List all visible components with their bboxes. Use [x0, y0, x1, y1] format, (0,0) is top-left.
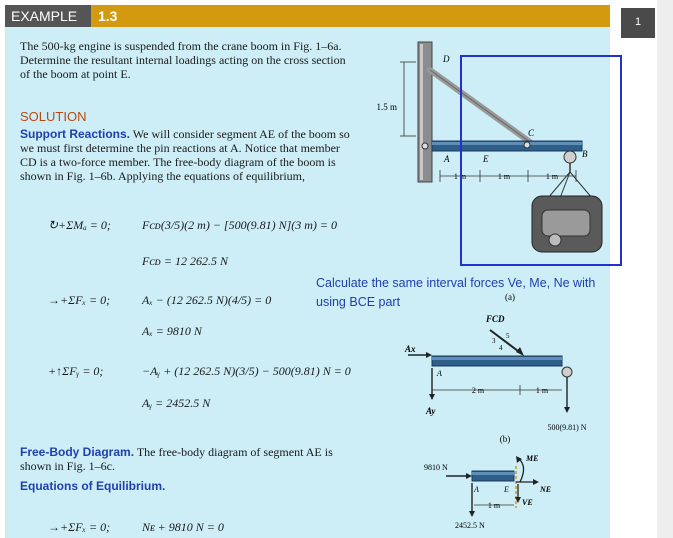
weight-arrowhead	[564, 407, 570, 413]
equation-body-6: Aᵧ = 2452.5 N	[142, 396, 211, 410]
intro-line-2: Determine the resultant internal loadings acting on the cross section	[20, 53, 346, 67]
segment-ae-highlight	[472, 472, 514, 475]
ve-label: VE	[522, 498, 533, 507]
fbd-text-1: The free-body diagram of segment AE is	[134, 445, 333, 459]
final-equation-label: →+ΣFₓ = 0;	[48, 520, 111, 534]
figure-a	[376, 42, 602, 302]
equation-label-1: ↻+ΣMₐ = 0;	[48, 218, 111, 232]
equation-body-2: Fᴄᴅ = 12 262.5 N	[142, 254, 228, 268]
span-b-2: 1 m	[535, 386, 549, 395]
equation-body-5: −Aᵧ + (12 262.5 N)(3/5) − 500(9.81) N = 0	[142, 364, 351, 378]
weight-label: 500(9.81) N	[547, 423, 587, 432]
page-number: 1	[634, 16, 642, 28]
fbd-hook	[562, 367, 572, 377]
ax-arrowhead	[426, 352, 432, 358]
equation-body-4: Aₓ = 9810 N	[142, 324, 202, 338]
fcd-arrowhead	[516, 347, 524, 356]
ay-label: Ay	[426, 406, 436, 416]
ratio-5: 5	[506, 332, 510, 340]
me-label: ME	[526, 454, 539, 463]
crane-mast-highlight	[420, 44, 423, 180]
equation-label-3: →+ΣFₓ = 0;	[48, 293, 111, 307]
label-d: D	[443, 54, 450, 64]
member-cd-edge	[430, 70, 530, 142]
bottom-force-label: 2452.5 N	[455, 521, 485, 530]
annotation-line-1: Calculate the same interval forces Ve, Me, Ne with	[316, 276, 596, 290]
dim-label: 1.5 m	[376, 102, 397, 112]
span-c: 1 m	[487, 501, 501, 510]
me-arrow	[518, 458, 524, 482]
left-force-label: 9810 N	[424, 463, 448, 472]
label-a-b: A	[437, 369, 442, 378]
fcd-label: FCD	[486, 314, 505, 324]
final-equation-body: Nᴇ + 9810 N = 0	[142, 520, 224, 534]
support-reactions-line-4: shown in Fig. 1–6b. Applying the equations of equilibrium,	[20, 169, 305, 183]
fbd-line-2: shown in Fig. 1–6c.	[20, 459, 116, 473]
left-force-arrowhead	[466, 473, 472, 479]
hook-b	[564, 151, 576, 163]
label-e: E	[483, 154, 489, 164]
label-e-c: E	[504, 485, 509, 494]
support-reactions-heading: Support Reactions.	[20, 127, 131, 141]
annotation-line-2: using BCE part	[316, 295, 401, 309]
label-b: B	[582, 149, 588, 159]
label-c: C	[528, 128, 535, 138]
engine-block	[542, 210, 590, 236]
span-1: 1 m	[453, 172, 467, 181]
figure-b	[404, 314, 587, 444]
bottom-force-arrowhead	[469, 511, 475, 517]
equation-label-5: +↑ΣFᵧ = 0;	[48, 364, 104, 378]
support-reactions-text-1: We will consider segment AE of the boom so	[130, 127, 350, 141]
fbd-boom-highlight	[432, 357, 562, 360]
caption-b: (b)	[499, 434, 511, 444]
support-reactions-line-2: we must first determine the pin reactions at A. Notice that member	[20, 141, 340, 155]
pin-a	[422, 143, 428, 149]
pin-c	[524, 142, 530, 148]
span-2: 1 m	[497, 172, 511, 181]
engine-pulley	[549, 234, 561, 246]
label-a-c: A	[474, 485, 479, 494]
example-label: EXAMPLE	[5, 5, 91, 27]
ratio-4: 4	[499, 344, 503, 352]
span-3: 1 m	[545, 172, 559, 181]
example-number: 1.3	[98, 8, 118, 24]
caption-a: (a)	[505, 292, 515, 302]
equilibrium-heading: Equations of Equilibrium.	[20, 479, 166, 493]
solution-heading: SOLUTION	[20, 109, 87, 124]
ne-arrowhead	[533, 479, 539, 485]
equation-body-3: Aₓ − (12 262.5 N)(4/5) = 0	[142, 293, 272, 307]
ax-label: Ax	[405, 344, 416, 354]
equation-body-1: Fᴄᴅ(3/5)(2 m) − [500(9.81) N](3 m) = 0	[142, 218, 338, 232]
intro-line-3: of the boom at point E.	[20, 67, 131, 81]
label-a: A	[444, 154, 450, 164]
fbd-heading: Free-Body Diagram.	[20, 445, 135, 459]
support-reactions-line-3: CD is a two-force member. The free-body diagram of the boom is	[20, 155, 336, 169]
span-b-1: 2 m	[471, 386, 485, 395]
figure-c	[424, 454, 551, 530]
ay-arrowhead	[429, 394, 435, 400]
ne-label: NE	[540, 485, 552, 494]
intro-line-1: The 500-kg engine is suspended from the crane boom in Fig. 1–6a.	[20, 39, 342, 53]
crane-boom-highlight	[432, 142, 582, 145]
ratio-3: 3	[492, 337, 496, 345]
